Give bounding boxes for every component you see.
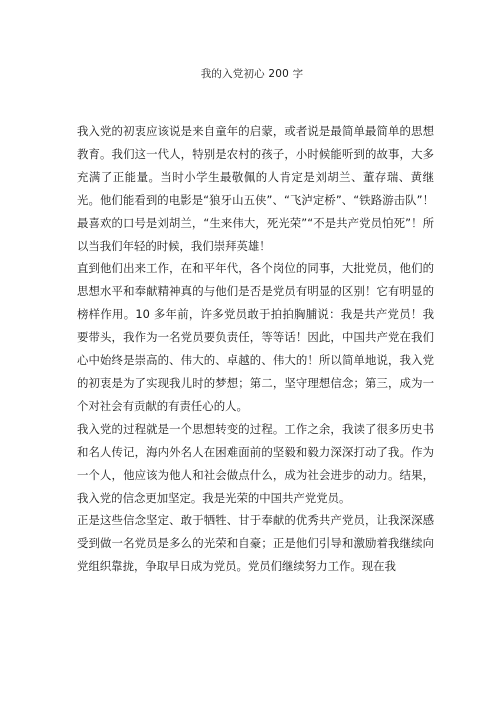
paragraph-3: 我入党的过程就是一个思想转变的过程。工作之余，我读了很多历史书和名人传记，海内外名人在困难面前的坚毅和毅力深深打动了我。作为一个人，他应该为他人和社会做点什么，成为社会进步的动力。结果，我入党的信念更加坚定。我是光荣的中国共产党党员。 — [77, 421, 434, 505]
document-body — [77, 120, 434, 578]
paragraph-2: 直到他们出来工作，在和平年代，各个岗位的同事，大批党员，他们的思想水平和奉献精神真的与他们是否是党员有明显的区别！它有明显的榜样作用。10 多年前，许多党员敢于拍拍胸脯说：我是共产党员！我要带头，我作为一名党员要负责任，等等话！因此，中国共产党在我们心中始终是崇高的、伟大的、卓越的、伟大的！所以简单地说，我入党的初衷是为了实现我儿时的梦想；第二，坚守理想信念；第三，成为一个对社会有贡献的有责任心的人。 — [77, 261, 434, 413]
paragraph-1: 我入党的初衷应该说是来自童年的启蒙，或者说是最简单最简单的思想教育。我们这一代人，特别是农村的孩子，小时候能听到的故事，大多充满了正能量。当时小学生最敬佩的人肯定是刘胡兰、董存瑞、黄继光。他们能看到的电影是“狼牙山五侠”、“飞泸定桥”、“铁路游击队”！最喜欢的口号是刘胡兰，“生来伟大，死光荣”“不是共产党员怕死”！所以当我们年轻的时候，我们崇拜英雄！ — [77, 124, 434, 253]
paragraph-4: 正是这些信念坚定、敢于牺牲、甘于奉献的优秀共产党员，让我深深感受到做一名党员是多么的光荣和自豪；正是他们引导和激励着我继续向党组织靠拢，争取早日成为党员。党员们继续努力工作。现在我 — [77, 513, 434, 574]
document-title: 我的入党初心 200 字 — [200, 68, 304, 80]
